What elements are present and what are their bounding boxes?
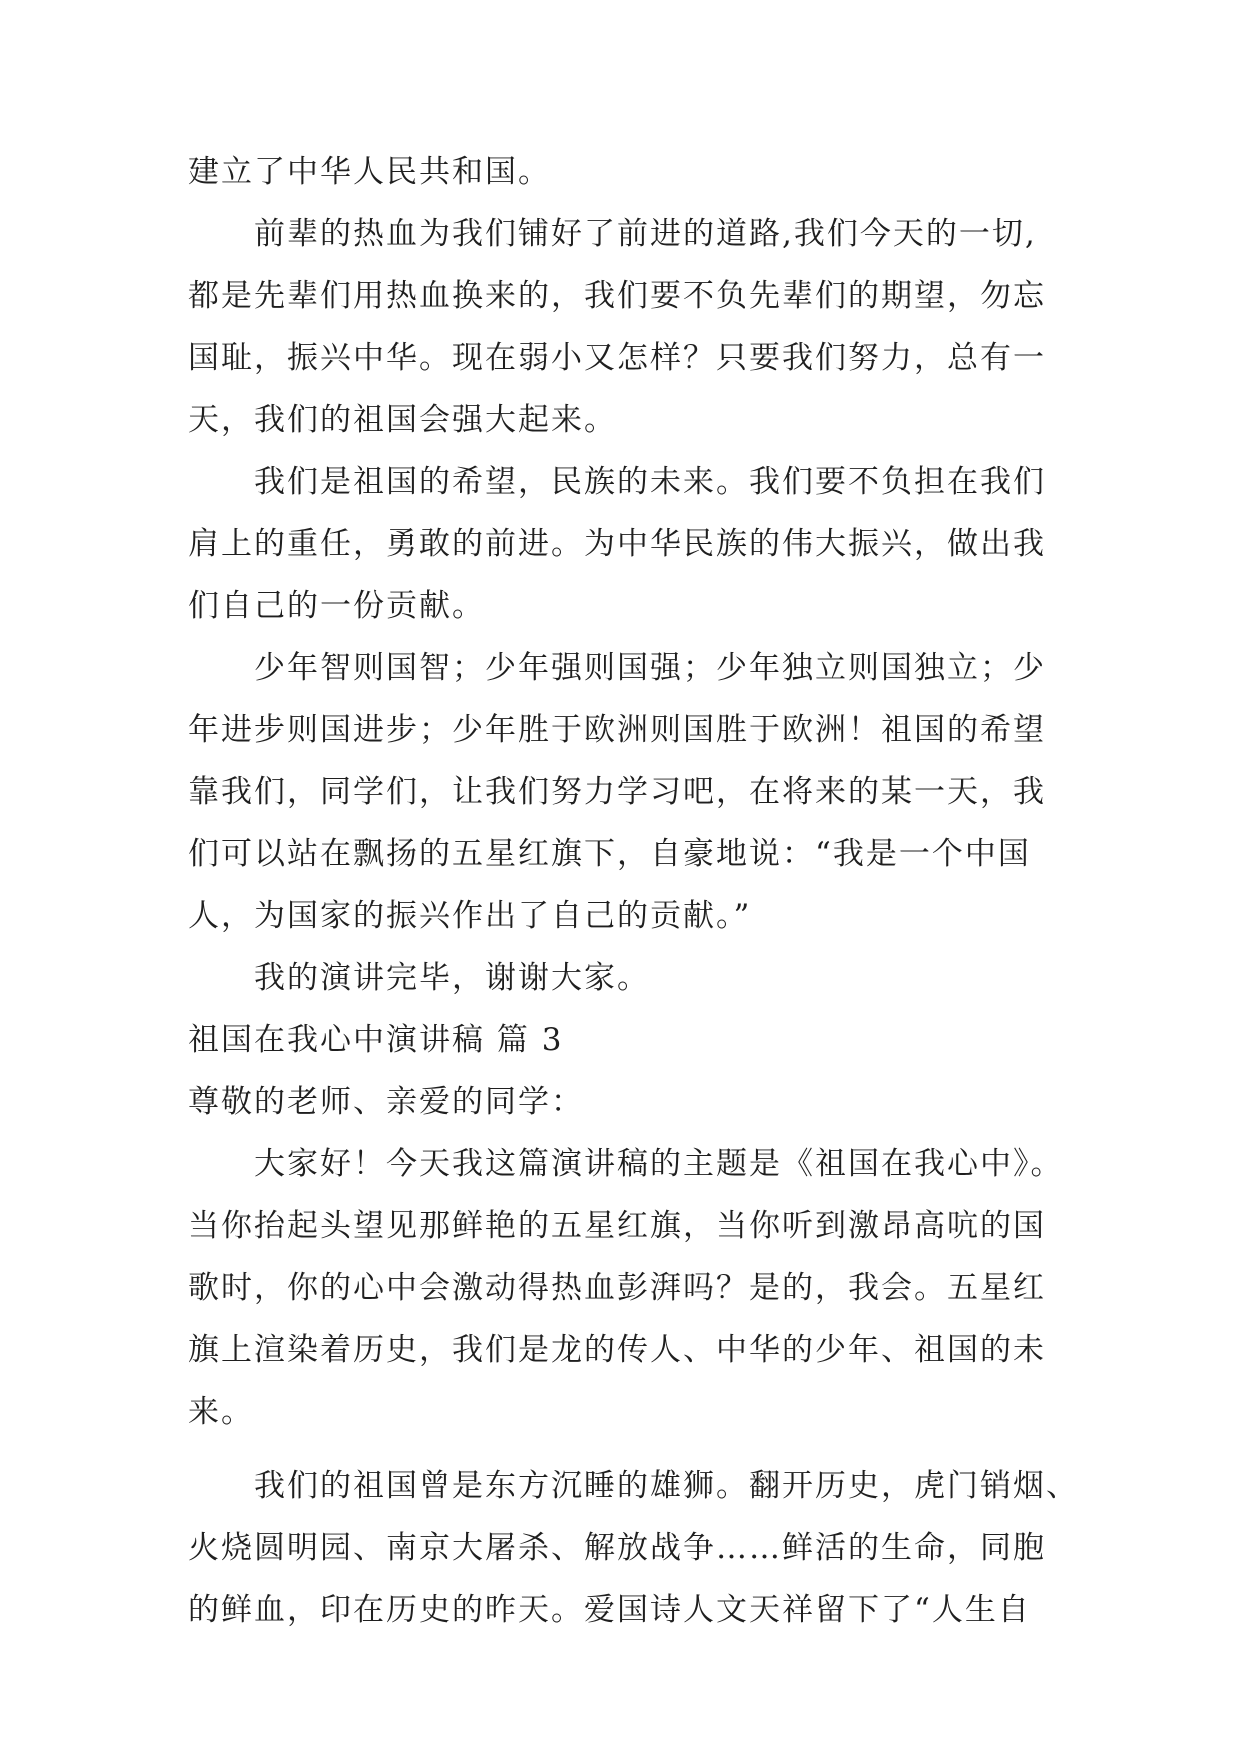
text-line: 天，我们的祖国会强大起来。 bbox=[188, 402, 617, 438]
text-line: 歌时，你的心中会激动得热血彭湃吗？是的，我会。五星红 bbox=[188, 1270, 1046, 1306]
text-line: 年进步则国进步；少年胜于欧洲则国胜于欧洲！祖国的希望 bbox=[188, 712, 1046, 748]
paragraph-first-line: 我的演讲完毕，谢谢大家。 bbox=[254, 960, 650, 996]
text-line: 肩上的重任，勇敢的前进。为中华民族的伟大振兴，做出我 bbox=[188, 526, 1046, 562]
text-line: 国耻，振兴中华。现在弱小又怎样？只要我们努力，总有一 bbox=[188, 340, 1046, 376]
paragraph-first-line: 大家好！今天我这篇演讲稿的主题是《祖国在我心中》。 bbox=[254, 1146, 1064, 1182]
section-heading: 祖国在我心中演讲稿 篇 3 bbox=[188, 1022, 564, 1058]
paragraph-first-line: 我们是祖国的希望，民族的未来。我们要不负担在我们 bbox=[254, 464, 1046, 500]
text-line: 火烧圆明园、南京大屠杀、解放战争……鲜活的生命，同胞 bbox=[188, 1530, 1046, 1566]
text-line: 靠我们，同学们，让我们努力学习吧，在将来的某一天，我 bbox=[188, 774, 1046, 810]
text-line: 们自己的一份贡献。 bbox=[188, 588, 485, 624]
text-line: 旗上渲染着历史，我们是龙的传人、中华的少年、祖国的未 bbox=[188, 1332, 1046, 1368]
text-line: 们可以站在飘扬的五星红旗下，自豪地说：“我是一个中国 bbox=[188, 836, 1031, 872]
text-line: 来。 bbox=[188, 1394, 254, 1430]
text-line: 都是先辈们用热血换来的，我们要不负先辈们的期望，勿忘 bbox=[188, 278, 1046, 314]
text-line: 的鲜血，印在历史的昨天。爱国诗人文天祥留下了“人生自 bbox=[188, 1592, 1031, 1628]
text-line: 人，为国家的振兴作出了自己的贡献。” bbox=[188, 898, 752, 934]
text-line: 建立了中华人民共和国。 bbox=[188, 154, 551, 190]
text-line: 当你抬起头望见那鲜艳的五星红旗，当你听到激昂高吭的国 bbox=[188, 1208, 1046, 1244]
paragraph-first-line: 少年智则国智；少年强则国强；少年独立则国独立；少 bbox=[254, 650, 1046, 686]
paragraph-first-line: 我们的祖国曾是东方沉睡的雄狮。翻开历史，虎门销烟、 bbox=[254, 1468, 1079, 1504]
salutation: 尊敬的老师、亲爱的同学： bbox=[188, 1084, 584, 1120]
paragraph-first-line: 前辈的热血为我们铺好了前进的道路,我们今天的一切, bbox=[254, 216, 1037, 252]
